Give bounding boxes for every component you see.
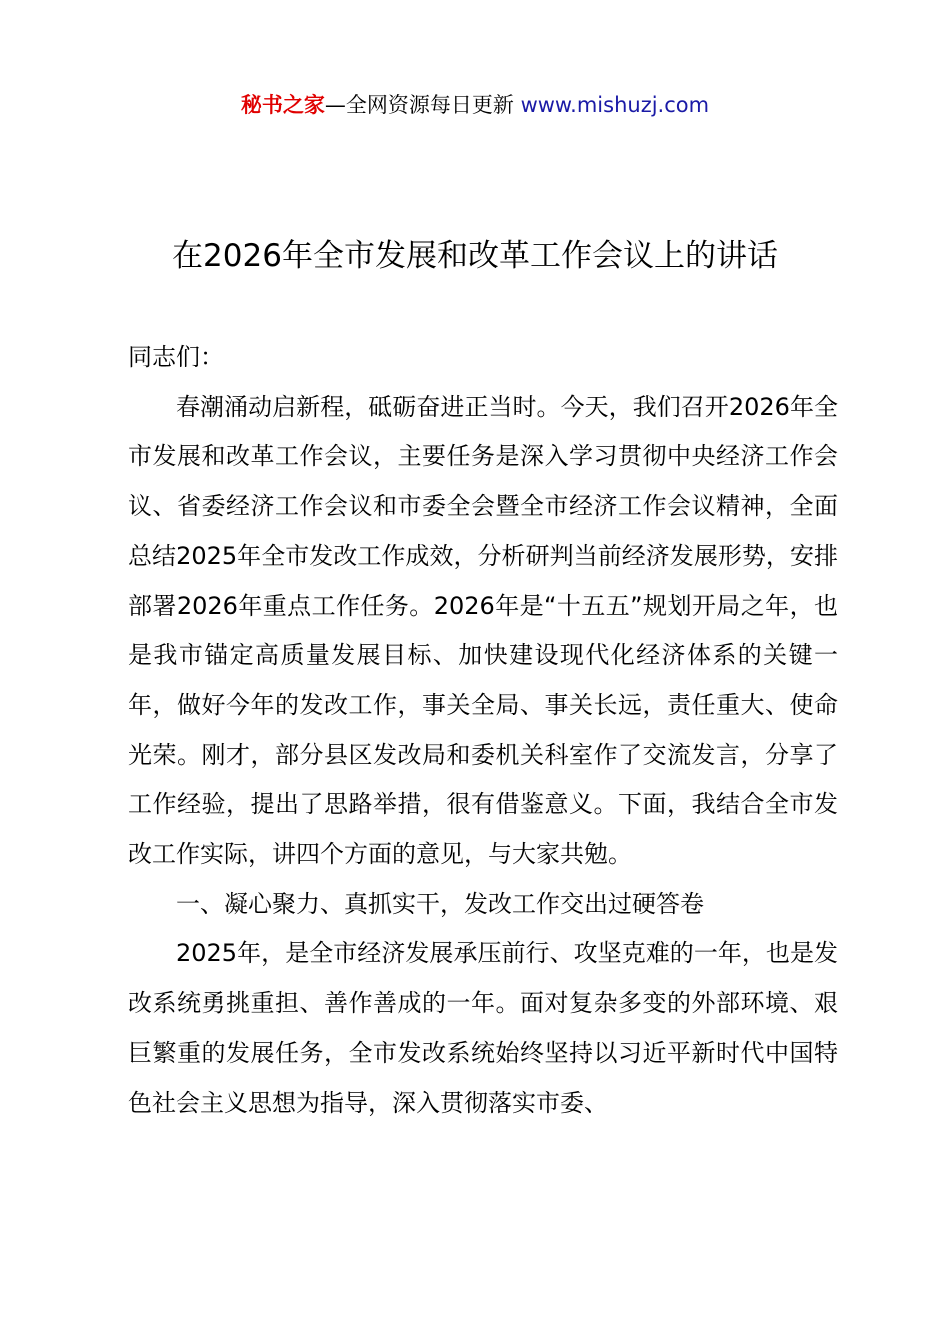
paragraph-intro: 春潮涌动启新程，砥砺奋进正当时。今天，我们召开2026年全市发展和改革工作会议，主要任务是深入学习贯彻中央经济工作会议、省委经济工作会议和市委全会暨全市经济工作会议精神，全面总结2025年全市发改工作成效，分析研判当前经济发展形势，安排部署2026年重点工作任务。2026年是“十五五”规划开局之年，也是我市锚定高质量发展目标、加快建设现代化经济体系的关键一年，做好今年的发改工作，事关全局、事关长远，责任重大、使命光荣。刚才，部分县区发改局和委机关科室作了交流发言，分享了工作经验，提出了思路举措，很有借鉴意义。下面，我结合全市发改工作实际，讲四个方面的意见，与大家共勉。 [128, 392, 838, 869]
paragraph-body: 2025年，是全市经济发展承压前行、攻坚克难的一年，也是发改系统勇挑重担、善作善成的一年。面对复杂多变的外部环境、艰巨繁重的发展任务，全市发改系统始终坚持以习近平新时代中国特色社会主义思想为指导，深入贯彻落实市委、 [128, 939, 838, 1117]
salutation: 同志们： [128, 343, 224, 371]
page-header [0, 88, 950, 122]
document-title: 在2026年全市发展和改革工作会议上的讲话 [172, 238, 778, 274]
document-body [128, 333, 838, 1128]
section-heading: 一、凝心聚力、真抓实干，发改工作交出过硬答卷 [176, 889, 704, 918]
header-tagline: —全网资源每日更新 [324, 93, 521, 117]
site-url-link[interactable]: www.mishuzj.com [520, 93, 710, 117]
brand-name: 秘书之家 [240, 93, 325, 117]
